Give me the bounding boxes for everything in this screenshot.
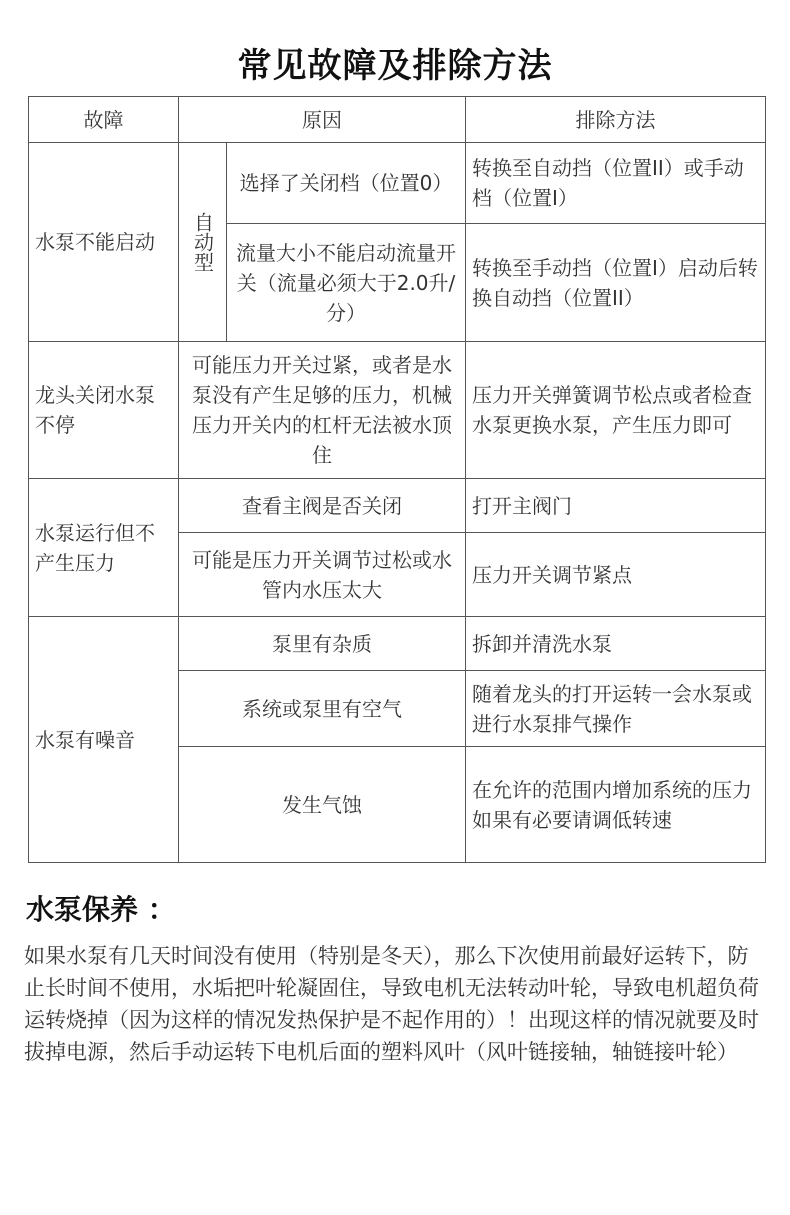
table-row [29, 342, 766, 479]
table-row [29, 143, 766, 224]
fault-cell: 水泵运行但不产生压力 [29, 479, 179, 617]
header-fault: 故障 [29, 97, 179, 143]
solution-cell: 转换至自动挡（位置II）或手动档（位置I） [466, 143, 766, 224]
cause-cell: 查看主阀是否关闭 [179, 479, 466, 533]
maintenance-text: 如果水泵有几天时间没有使用（特别是冬天），那么下次使用前最好运转下，防止长时间不使用，水垢把叶轮凝固住，导致电机无法转动叶轮，导致电机超负荷运转烧掉（因为这样的情况发热保护是不起作用的）！出现这样的情况就要及时拔掉电源，然后手动运转下电机后面的塑料风叶（风叶链接轴，轴链接叶轮） [24, 944, 759, 1064]
header-solution: 排除方法 [466, 97, 766, 143]
table-header-row [29, 97, 766, 143]
fault-cell: 水泵不能启动 [29, 143, 179, 342]
solution-cell: 在允许的范围内增加系统的压力 如果有必要请调低转速 [466, 747, 766, 863]
cause-cell: 选择了关闭档（位置0） [227, 143, 466, 224]
group-label: 自动型 [190, 212, 215, 272]
solution-cell: 随着龙头的打开运转一会水泵或进行水泵排气操作 [466, 671, 766, 747]
cause-cell: 流量大小不能启动流量开关（流量必须大于2.0升/分） [227, 224, 466, 342]
group-label-cell [179, 143, 227, 342]
cause-cell: 可能是压力开关调节过松或水管内水压太大 [179, 533, 466, 617]
page-title: 常见故障及排除方法 [237, 46, 553, 86]
fault-cell: 水泵有噪音 [29, 617, 179, 863]
cause-cell: 可能压力开关过紧，或者是水泵没有产生足够的压力，机械压力开关内的杠杆无法被水顶住 [179, 342, 466, 479]
solution-cell: 打开主阀门 [466, 479, 766, 533]
solution-cell: 压力开关弹簧调节松点或者检查水泵更换水泵，产生压力即可 [466, 342, 766, 479]
fault-table [28, 96, 766, 863]
table-row [29, 479, 766, 533]
cause-cell: 系统或泵里有空气 [179, 671, 466, 747]
cause-cell: 发生气蚀 [179, 747, 466, 863]
table-row [29, 617, 766, 671]
fault-cell: 龙头关闭水泵不停 [29, 342, 179, 479]
maintenance-heading: 水泵保养 ： [26, 893, 176, 926]
solution-cell: 转换至手动挡（位置I）启动后转换自动挡（位置II） [466, 224, 766, 342]
cause-cell: 泵里有杂质 [179, 617, 466, 671]
solution-cell: 拆卸并清洗水泵 [466, 617, 766, 671]
header-cause: 原因 [179, 97, 466, 143]
solution-cell: 压力开关调节紧点 [466, 533, 766, 617]
